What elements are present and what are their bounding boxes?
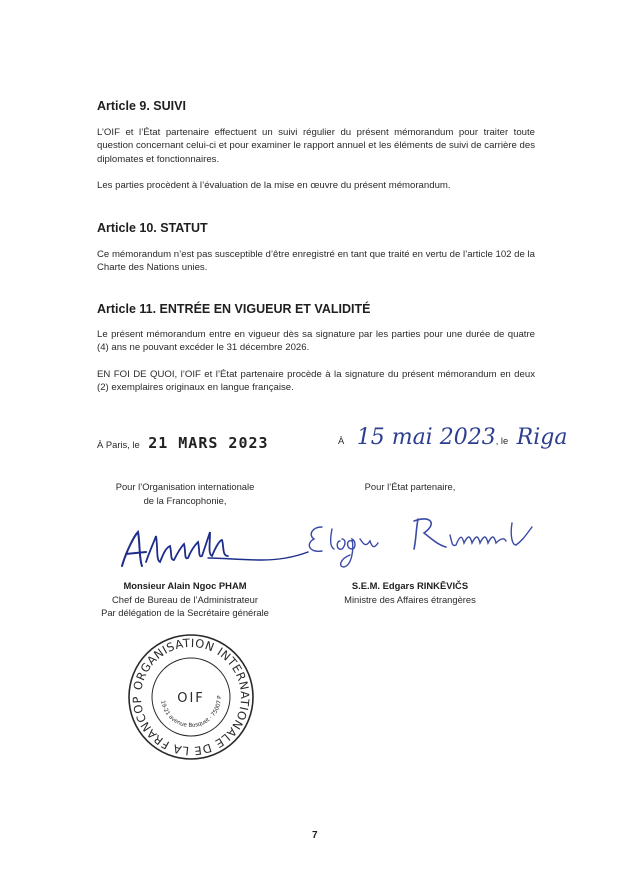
left-for-block: [105, 480, 265, 507]
article-9-paragraph-1: L’OIF et l’État partenaire effectuent un suivi régulier du présent mémorandum pour traiter toute question concernant celui-ci et pour examiner le rapport annuel et les éléments de suivi de carrière des diplomates et fonctionnaires.: [97, 127, 535, 165]
article-10-body: [97, 248, 535, 275]
right-signatory-name: S.E.M. Edgars RINKĒVIČS: [351, 580, 469, 591]
right-date-line: [338, 425, 567, 450]
left-signatory-title-2: Par délégation de la Secrétaire générale: [101, 607, 269, 619]
left-signatory-name: Monsieur Alain Ngoc PHAM: [123, 580, 247, 591]
page-number: 7: [312, 830, 318, 841]
left-signatory-title-1: Chef de Bureau de l’Administrateur: [112, 593, 258, 605]
right-handwritten-date: 15 mai 2023: [356, 425, 496, 450]
article-9-body: [97, 126, 535, 193]
left-date-line: [97, 434, 269, 453]
article-10-paragraph-1: Ce mémorandum n’est pas susceptible d’être enregistré en tant que traité en vertu de l’article 102 de la Charte des Nations unies.: [97, 249, 535, 274]
right-for-line: Pour l’État partenaire,: [364, 481, 456, 492]
article-9-heading: Article 9. SUIVI: [97, 99, 186, 113]
left-for-line-1: Pour l’Organisation internationale: [115, 481, 255, 492]
seal-center-text: OIF: [177, 691, 205, 706]
article-11-body: [97, 328, 535, 395]
left-signatory-block: [90, 579, 280, 620]
left-signature-graphic: [112, 522, 312, 578]
seal-outer-text: ORGANISATION INTERNATIONALE DE LA FRANCOP: [129, 635, 253, 759]
right-signature-graphic: [300, 505, 550, 575]
right-signature: [300, 505, 550, 575]
article-11-paragraph-2: EN FOI DE QUOI, l’OIF et l’État partenaire procède à la signature du présent mémorandum en deux (2) exemplaires originaux en langue française.: [97, 368, 535, 394]
left-place-prefix: À Paris, le: [97, 439, 140, 450]
right-place-prefix: À: [338, 435, 345, 446]
oif-seal: [126, 632, 256, 762]
right-le-word: , le: [495, 435, 509, 446]
article-11-heading: Article 11. ENTRÉE EN VIGUEUR ET VALIDITÉ: [97, 302, 371, 316]
article-10-heading: Article 10. STATUT: [97, 221, 208, 235]
left-signature: [112, 522, 312, 578]
left-for-line-2: de la Francophonie,: [143, 494, 227, 506]
right-for-block: [330, 480, 490, 494]
article-11-paragraph-1: Le présent mémorandum entre en vigueur dès sa signature par les parties pour une durée de quatre (4) ans ne pouvant excéder le 31 décembre 2026.: [97, 329, 535, 354]
right-signatory-title: Ministre des Affaires étrangères: [344, 593, 476, 605]
article-9-paragraph-2: Les parties procèdent à l’évaluation de la mise en œuvre du présent mémorandum.: [97, 180, 451, 192]
left-stamped-date: 21 MARS 2023: [148, 434, 269, 452]
seal-inner-text: 19-21 avenue Bosquet · 75007 P: [159, 695, 224, 730]
right-handwritten-place: Riga: [516, 425, 568, 450]
oif-seal-graphic: [126, 632, 256, 762]
right-signatory-block: [320, 579, 500, 606]
